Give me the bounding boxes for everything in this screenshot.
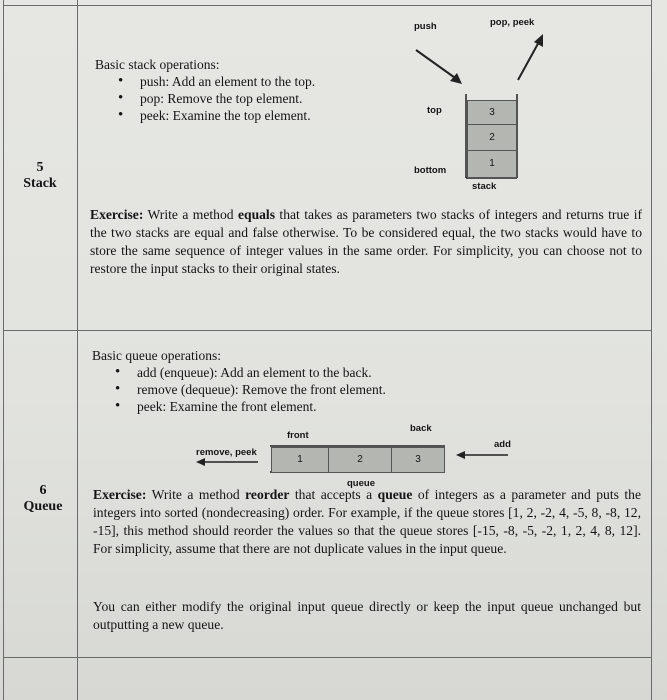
back-label: back [410,423,432,434]
pop-peek-label: pop, peek [490,17,535,28]
list-item: • add (enqueue): Add an element to the back. [113,364,452,381]
add-arrowhead [456,451,465,459]
list-item: • remove (dequeue): Remove the front element. [113,381,452,398]
exercise-label: Exercise: [90,207,144,222]
stack-operations [95,56,365,124]
exercise-text: Write a method [146,487,246,502]
stack-number: 5 [36,160,44,175]
right-border [651,0,652,700]
stack-diagram [400,12,550,197]
exercise-param-type: queue [377,487,413,502]
queue-note: You can either modify the original input queue directly or keep the input queue unchanged but outputting a new queue. [93,599,641,632]
exercise-method-name: reorder [245,487,290,502]
stack-ops-list [116,73,365,124]
stack-cell-middle: 2 [467,124,517,151]
bottom-label: bottom [414,165,447,176]
remove-arrowhead [196,458,205,466]
stack-ops-intro: Basic stack operations: [95,57,220,72]
queue-title: Queue [23,499,63,514]
list-item: • peek: Examine the front element. [113,398,452,415]
queue-ops-intro: Basic queue operations: [92,348,221,363]
remove-peek-label: remove, peek [196,447,257,458]
queue-caption: queue [347,478,375,489]
queue-row-label [4,483,82,515]
push-arrow [416,50,458,80]
exercise-text: of integers as a parameter and puts the integers into sorted (nondecreasing) order. For example, if the queue stores [1, 2, -2, 4, -5, 8, -8, 12, -15], this method should reorder the values so that the queue stores [-15, -8, -5, -2, 1, 2, 4, 8, 12]. For simplicity, assume that there are not duplicate values in the input queue. [93,487,641,556]
exercise-text: Write a method [143,207,238,222]
top-border [3,5,652,6]
queue-cell-middle: 2 [328,447,392,473]
queue-cell-front: 1 [271,447,329,473]
add-label: add [494,439,511,450]
exercise-text: that accepts a [289,487,378,502]
bottom-border [3,657,652,658]
pop-arrowhead [534,34,543,47]
exercise-method-name: equals [237,207,276,222]
front-label: front [287,430,309,441]
queue-cell-back: 3 [391,447,445,473]
stack-caption: stack [472,181,497,192]
list-item: • pop: Remove the top element. [116,90,365,107]
exercise-label: Exercise: [93,487,147,502]
push-label: push [414,21,437,32]
exercise-text: that takes as parameters two stacks of integers and returns true if the two stacks are equal and false otherwise. To be considered equal, the two stacks would have to store the same sequence of integer values in the same order. For simplicity, you can choose not to restore the input stacks to their original states. [90,207,643,276]
list-item: • peek: Examine the top element. [116,107,365,124]
stack-title: Stack [23,176,57,191]
queue-number: 6 [39,483,47,498]
list-item: • push: Add an element to the top. [116,73,365,90]
pop-arrow [518,40,540,80]
stack-row-label [4,160,76,192]
top-label: top [427,105,442,116]
stack-cell-bottom: 1 [467,150,517,178]
row-divider [3,330,652,331]
queue-ops-list [113,364,452,415]
queue-diagram [190,420,530,492]
column-divider [77,0,78,700]
queue-exercise [93,486,641,558]
stack-cell-top: 3 [467,100,517,125]
stack-exercise [90,206,642,278]
left-border [3,0,4,700]
queue-operations [92,347,452,415]
